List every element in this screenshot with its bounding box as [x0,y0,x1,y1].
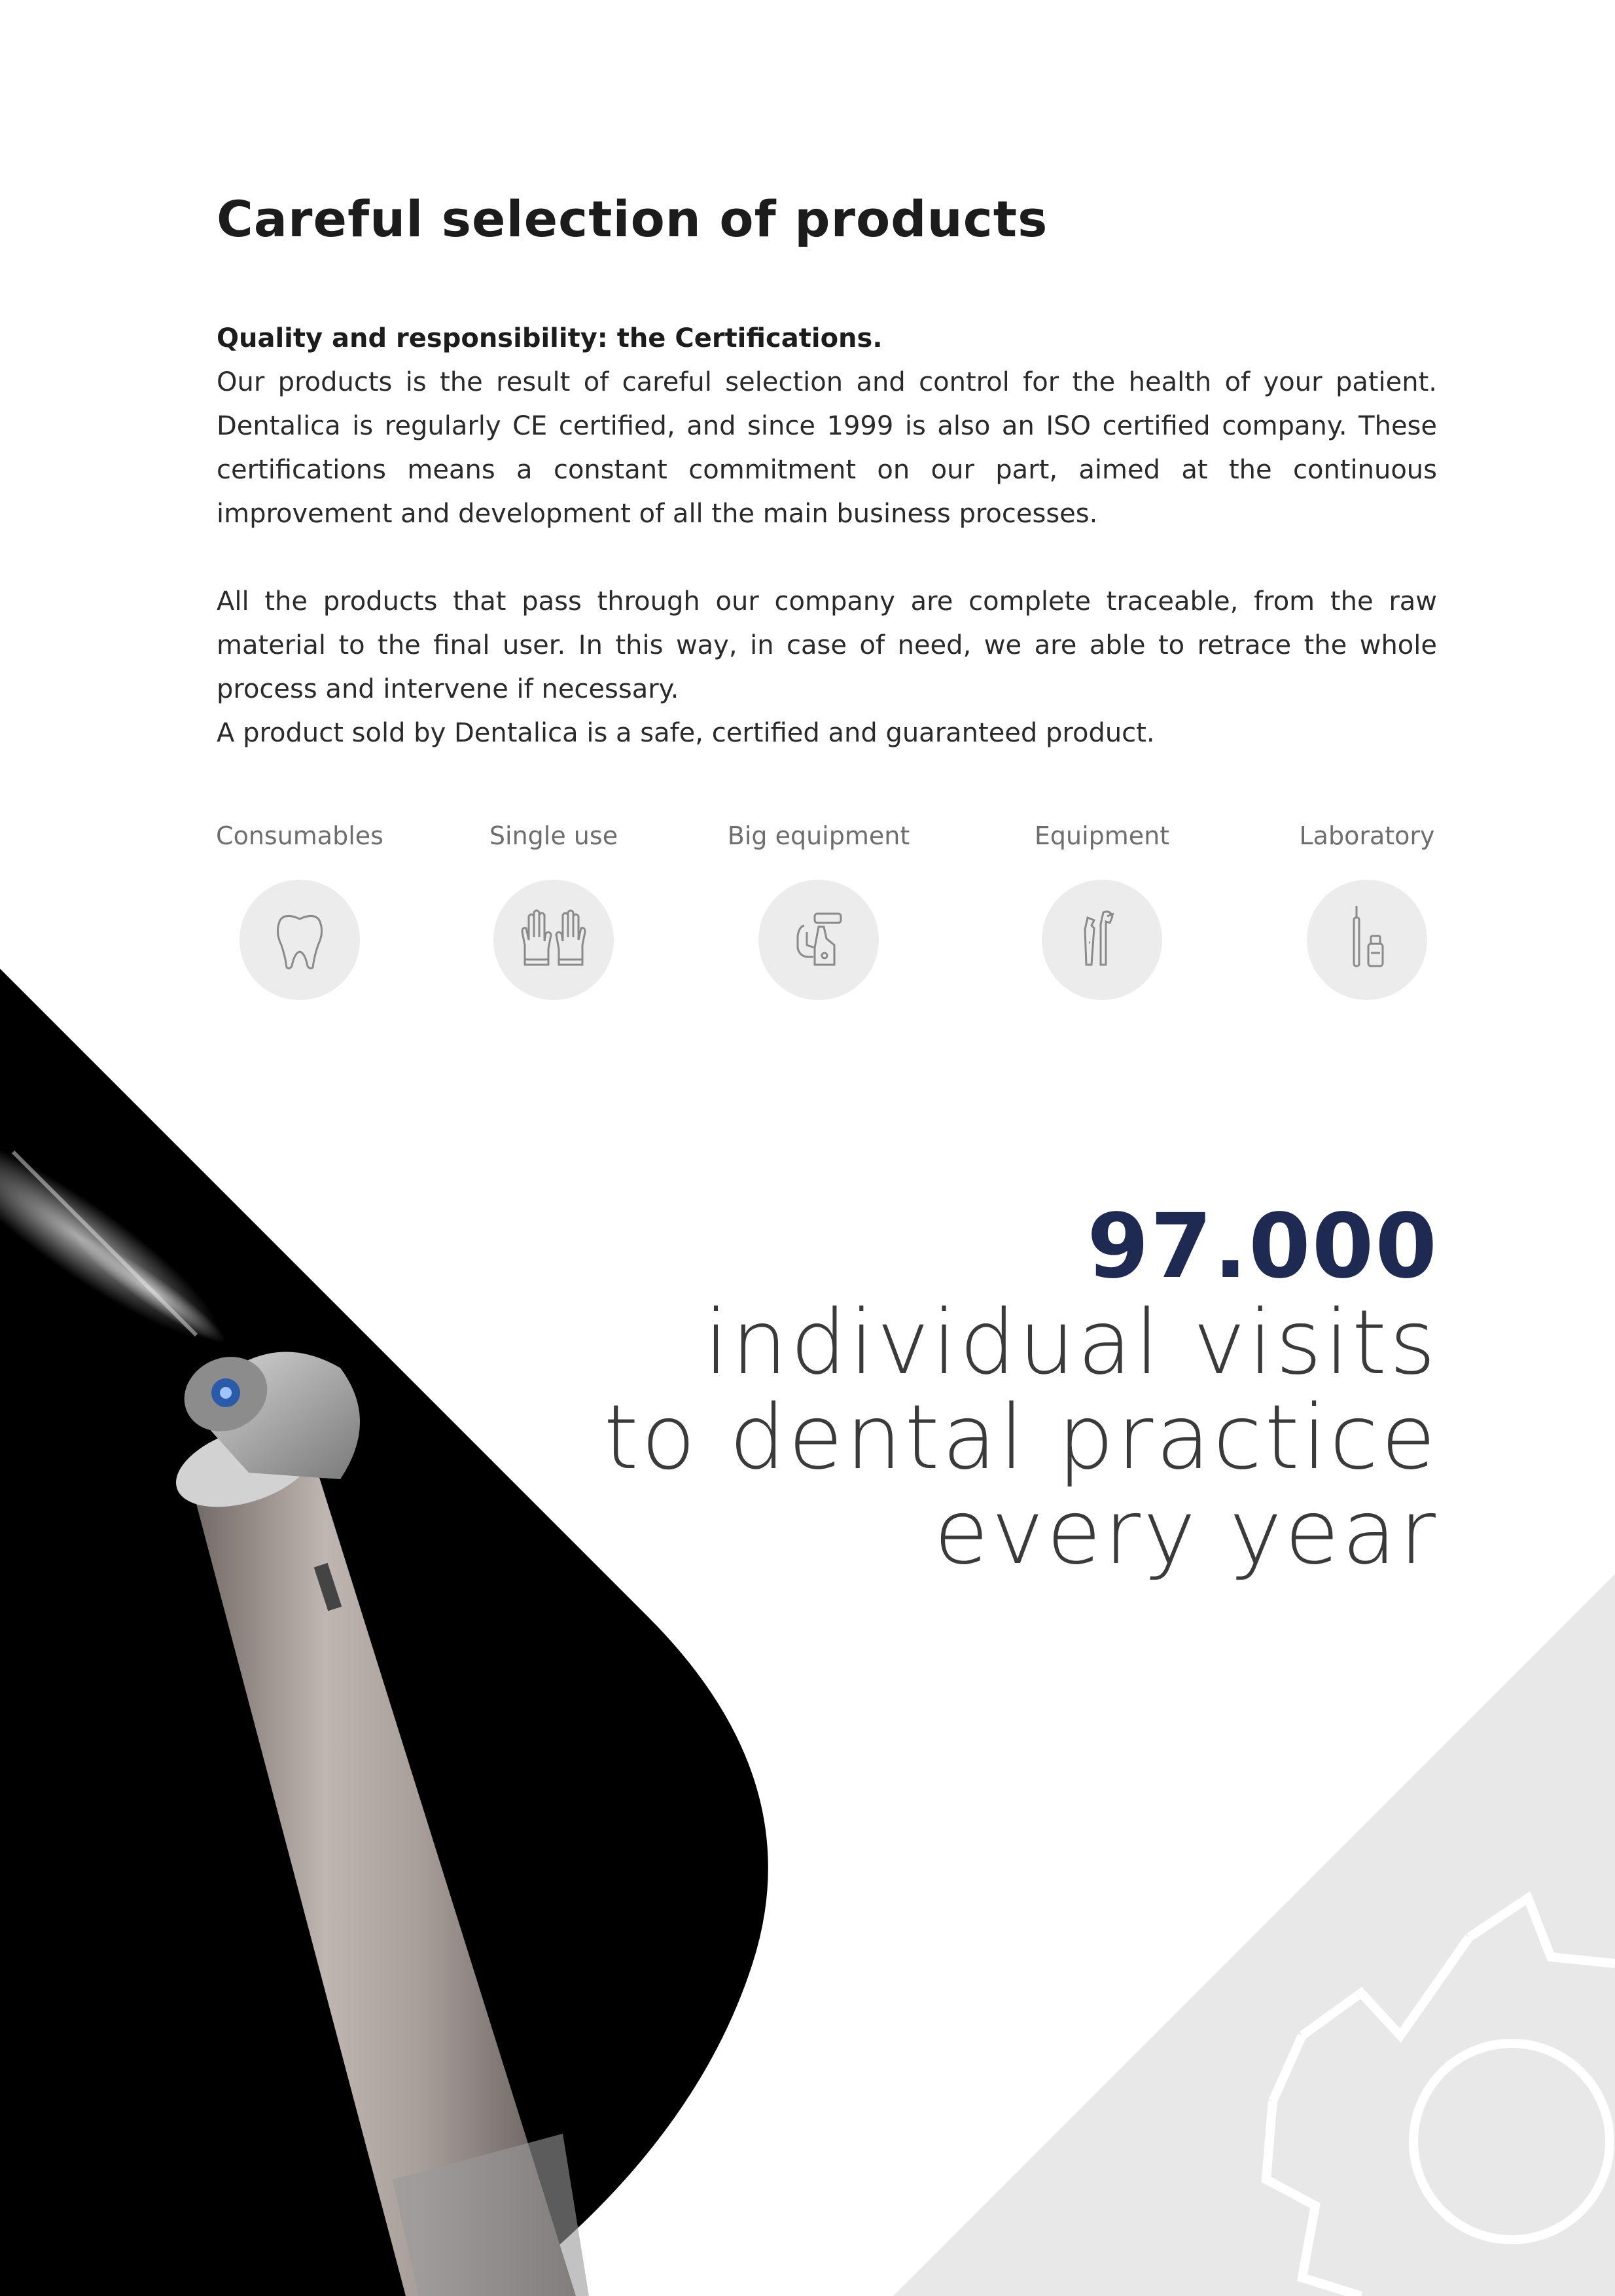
paragraph-traceability: All the products that pass through our company are complete traceable, from the raw material to the final user. In this way, in case of need, we are able to retrace the whole process and intervene if necessary. [217,586,1437,704]
category-label: Consumables [216,821,383,850]
category-single-use [436,821,671,1000]
stat-number: 97.000 [1087,1195,1438,1299]
category-label: Single use [489,821,618,850]
category-laboratory [1249,821,1485,1000]
certifications-subheading: Quality and responsibility: the Certifications. [217,323,883,353]
lab-tools-icon [1307,880,1427,1000]
stat-line-2: to dental practice [603,1386,1438,1490]
visits-statistic [522,1195,1438,1585]
stat-line-1: individual visits [703,1291,1438,1395]
category-big-equipment [701,821,936,1000]
page-title: Careful selection of products [217,190,1048,248]
category-consumables [182,821,417,1000]
tooth-icon [240,880,360,1000]
category-label: Equipment [1034,821,1170,850]
gloves-icon [493,880,614,1000]
category-label: Laboratory [1299,821,1435,850]
grey-corner-panel [893,1574,1615,2296]
category-label: Big equipment [727,821,910,850]
dental-chair-icon [758,880,879,1000]
stat-line-3: every year [934,1481,1438,1585]
category-equipment [984,821,1220,1000]
handpiece-icon [1042,880,1162,1000]
paragraph-certifications: Our products is the result of careful selection and control for the health of your patient. Dentalica is regularly CE certified, and since 1999 is also an ISO certified company. These certifications means a constant commitment on our part, aimed at the continuous improvement and development of all the main business processes. [217,367,1437,529]
paragraph-guarantee: A product sold by Dentalica is a safe, certified and guaranteed product. [217,718,1155,748]
body-text [217,317,1437,755]
